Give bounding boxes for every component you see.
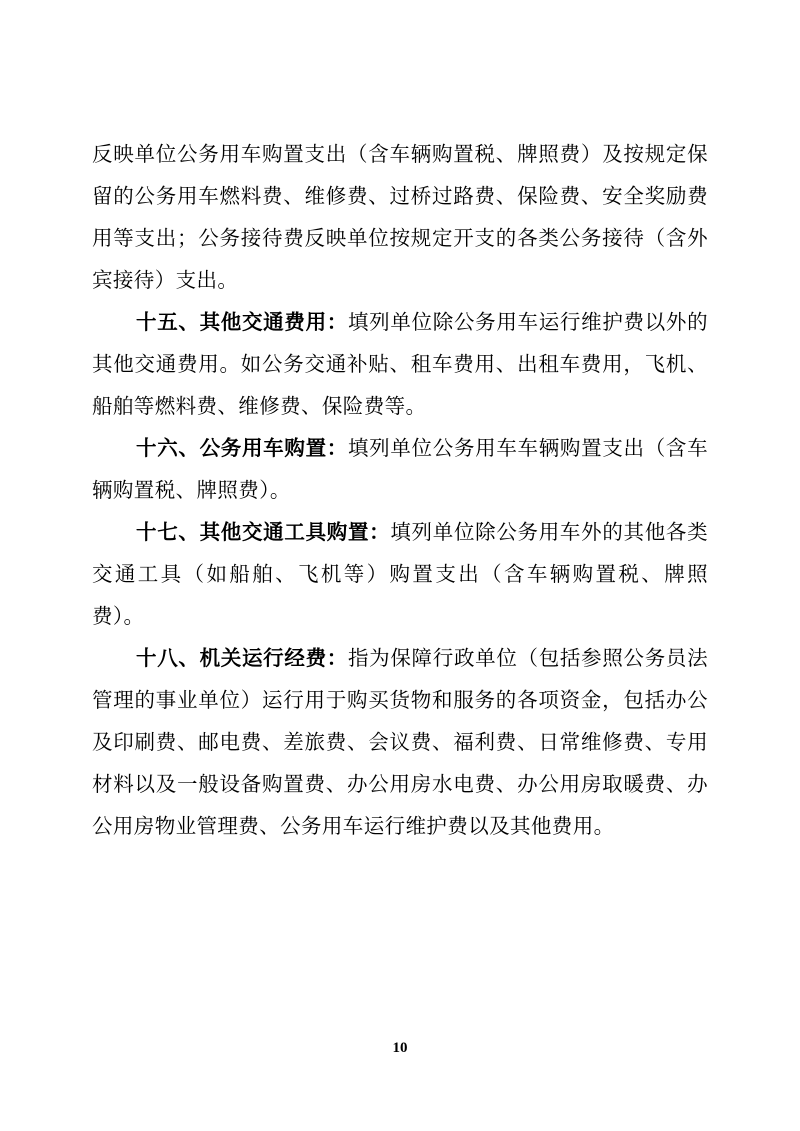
paragraph-lead: 十五、其他交通费用： (136, 310, 348, 334)
paragraph-text: 指为保障行政单位（包括参照公务员法管理的事业单位）运行用于购买货物和服务的各项资金，包括办公及印刷费、邮电费、差旅费、会议费、福利费、日常维修费、专用材料以及一般设备购置费、办公用房水电费、办公用房取暖费、办公用房物业管理费、公务用车运行维护费以及其他费用。 (92, 646, 708, 838)
paragraph-lead: 十七、其他交通工具购置： (136, 520, 391, 544)
paragraph-item-17 (92, 511, 708, 637)
paragraph-item-15 (92, 301, 708, 427)
paragraph-item-16 (92, 427, 708, 511)
paragraph-lead: 十六、公务用车购置： (136, 436, 348, 460)
paragraph-text: 填列单位除公务用车外的其他各类交通工具（如船舶、飞机等）购置支出（含车辆购置税、牌照费）。 (92, 520, 708, 628)
document-body (92, 133, 708, 847)
paragraph-item-18 (92, 637, 708, 847)
paragraph-text: 填列单位除公务用车运行维护费以外的其他交通费用。如公务交通补贴、租车费用、出租车费用，飞机、船舶等燃料费、维修费、保险费等。 (92, 310, 708, 418)
paragraph-text: 填列单位公务用车车辆购置支出（含车辆购置税、牌照费）。 (92, 436, 708, 502)
paragraph-continuation (92, 133, 708, 301)
page-number: 10 (392, 1040, 408, 1056)
paragraph-text: 反映单位公务用车购置支出（含车辆购置税、牌照费）及按规定保留的公务用车燃料费、维修费、过桥过路费、保险费、安全奖励费用等支出；公务接待费反映单位按规定开支的各类公务接待（含外宾接待）支出。 (92, 142, 708, 292)
paragraph-lead: 十八、机关运行经费： (136, 646, 348, 670)
